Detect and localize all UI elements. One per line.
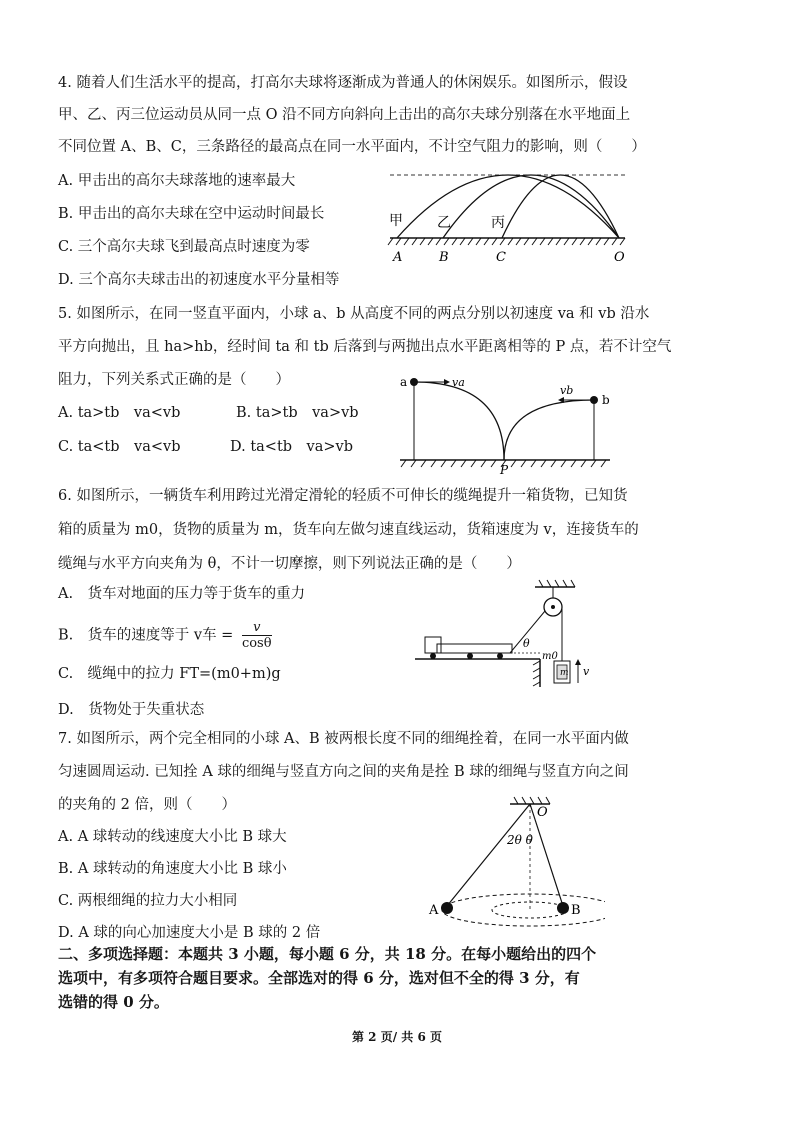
label-b: b xyxy=(602,393,610,407)
label-o: O xyxy=(537,805,548,820)
q4-option-a: A. 甲击出的高尔夫球落地的速率最大 xyxy=(58,173,296,189)
q6-stem-line3: 缆绳与水平方向夹角为 θ，不计一切摩擦，则下列说法正确的是（ ） xyxy=(58,556,521,572)
label-angles: 2θ θ xyxy=(507,833,533,847)
fraction-numerator: v xyxy=(242,620,272,636)
pulley-axle xyxy=(551,605,555,609)
q5-stem-line3: 阻力，下列关系式正确的是（ ） xyxy=(58,372,290,388)
ceiling-hatching xyxy=(514,797,550,804)
q4-option-c: C. 三个高尔夫球飞到最高点时速度为零 xyxy=(58,239,310,255)
q7-option-c: C. 两根细绳的拉力大小相同 xyxy=(58,893,238,909)
arrowhead-a xyxy=(444,379,450,385)
q6-option-a: A. 货车对地面的压力等于货车的重力 xyxy=(58,586,306,602)
point-b: B xyxy=(439,250,449,265)
q5-option-a: A. ta>tb va<vb xyxy=(58,405,181,421)
ball-a xyxy=(441,902,453,914)
q6-truck-pulley-figure xyxy=(415,575,605,690)
velocity-fraction xyxy=(242,620,272,651)
q4-option-b: B. 甲击出的高尔夫球在空中运动时间最长 xyxy=(58,206,325,222)
section2-line1: 二、多项选择题：本题共 3 小题，每小题 6 分，共 18 分。在每小题给出的四个 xyxy=(58,945,597,963)
label-m: m xyxy=(560,668,569,678)
truck-wheel-middle xyxy=(467,653,473,659)
q4-stem-line2: 甲、乙、丙三位运动员从同一点 O 沿不同方向斜向上击出的高尔夫球分别落在水平地面上 xyxy=(58,107,631,123)
ceiling-hatching xyxy=(539,580,575,587)
label-p: P xyxy=(500,463,509,476)
trajectory-a xyxy=(414,382,504,460)
q7-stem-line3: 的夹角的 2 倍，则（ ） xyxy=(58,797,236,813)
label-vb: vb xyxy=(560,384,574,397)
label-va: va xyxy=(452,376,465,389)
q4-stem-line1: 4. 随着人们生活水平的提高，打高尔夫球将逐渐成为普通人的休闲娱乐。如图所示，假设 xyxy=(58,75,628,91)
q5-projectile-figure xyxy=(396,370,616,476)
label-a: a xyxy=(400,375,408,389)
q7-option-a: A. A 球转动的线速度大小比 B 球大 xyxy=(58,829,287,845)
truck-wheel-rear xyxy=(497,653,503,659)
truck-cab xyxy=(425,637,441,653)
q7-conical-pendulum-figure xyxy=(425,792,605,930)
q5-option-d: D. ta<tb va>vb xyxy=(230,439,354,455)
q4-golf-figure xyxy=(385,165,630,268)
ball-b xyxy=(557,902,569,914)
label-bing: 丙 xyxy=(491,215,505,231)
trajectory-yi xyxy=(443,175,619,238)
q6-option-b xyxy=(58,620,272,651)
q6-stem-line1: 6. 如图所示，一辆货车利用跨过光滑定滑轮的轻质不可伸长的缆绳提升一箱货物，已知货 xyxy=(58,488,628,504)
platform-hatching xyxy=(533,661,540,686)
string-a xyxy=(447,804,530,906)
velocity-arrowhead xyxy=(575,659,581,665)
truck-bed xyxy=(437,644,512,653)
q7-stem-line1: 7. 如图所示，两个完全相同的小球 A、B 被两根长度不同的细绳拴着，在同一水平面内做 xyxy=(58,731,629,747)
q5-option-c: C. ta<tb va<vb xyxy=(58,439,181,455)
q5-stem-line1: 5. 如图所示，在同一竖直平面内，小球 a、b 从高度不同的两点分别以初速度 va 和 vb 沿水 xyxy=(58,306,650,322)
ball-b xyxy=(590,396,598,404)
trajectory-jia xyxy=(397,175,619,238)
label-ball-b: B xyxy=(571,903,581,918)
section2-line3: 选错的得 0 分。 xyxy=(58,993,169,1011)
point-c: C xyxy=(496,250,506,265)
truck-wheel-front xyxy=(430,653,436,659)
page-footer: 第 2 页/ 共 6 页 xyxy=(352,1030,442,1044)
label-m0: m0 xyxy=(542,651,558,662)
ground-hatching xyxy=(388,238,625,245)
label-ball-a: A xyxy=(429,903,439,918)
label-theta: θ xyxy=(523,637,530,650)
label-v: v xyxy=(583,665,590,678)
q7-option-b: B. A 球转动的角速度大小比 B 球小 xyxy=(58,861,287,877)
section2-line2: 选项中，有多项符合题目要求。全部选对的得 6 分，选对但不全的得 3 分，有 xyxy=(58,969,580,987)
q7-stem-line2: 匀速圆周运动. 已知拴 A 球的细绳与竖直方向之间的夹角是拴 B 球的细绳与竖直方向之间 xyxy=(58,764,629,780)
label-yi: 乙 xyxy=(437,215,451,231)
label-jia: 甲 xyxy=(389,213,403,229)
point-a: A xyxy=(393,250,403,265)
q4-option-d: D. 三个高尔夫球击出的初速度水平分量相等 xyxy=(58,272,340,288)
q5-stem-line2: 平方向抛出，且 ha>hb，经时间 ta 和 tb 后落到与两抛出点水平距离相等的 P 点，若不计空气 xyxy=(58,339,672,355)
trajectory-b xyxy=(504,400,594,460)
q6-option-b-text: B. 货车的速度等于 v车 = xyxy=(58,627,234,644)
q4-stem-line3: 不同位置 A、B、C，三条路径的最高点在同一水平面内，不计空气阻力的影响，则（ ） xyxy=(58,139,646,155)
q6-stem-line2: 箱的质量为 m0，货物的质量为 m，货车向左做匀速直线运动，货箱速度为 v，连接货车的 xyxy=(58,522,639,538)
q5-option-b: B. ta>tb va>vb xyxy=(236,405,359,421)
ball-a xyxy=(410,378,418,386)
q7-option-d: D. A 球的向心加速度大小是 B 球的 2 倍 xyxy=(58,925,321,941)
point-o: O xyxy=(614,250,625,265)
q6-option-d: D. 货物处于失重状态 xyxy=(58,702,205,718)
q6-option-c: C. 缆绳中的拉力 FT=(m0+m)g xyxy=(58,666,281,682)
trajectory-bing xyxy=(502,175,619,238)
fraction-denominator: cosθ xyxy=(241,636,272,651)
